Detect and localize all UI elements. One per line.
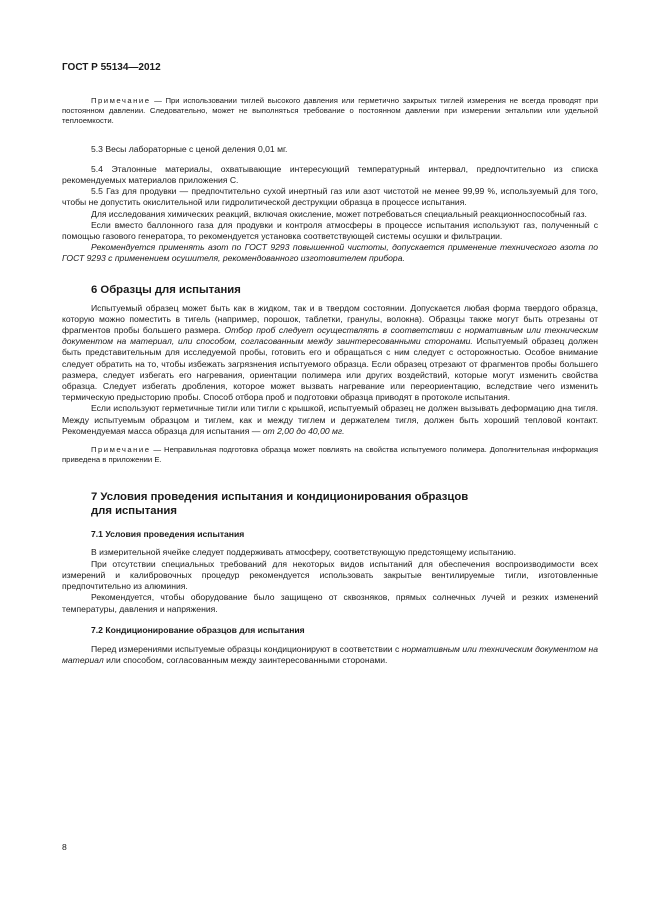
note-label: Примечание [91,445,151,455]
clause-5-5: 5.5 Газ для продувки — предпочтительно сухой инертный газ или азот чистотой не менее 99,99 %, используемый для того, чтобы не допустить окислительной или гидролитической деструкции образца в процессе испытания. [62,186,598,208]
subsection-7-2-paragraph: Перед измерениями испытуемые образцы кондиционируют в соответствии с нормативным или техническим документом на материал или способом, согласованным между заинтересованными сторонами. [62,643,598,665]
note-pressure: Примечание — При использовании тиглей высокого давления или герметично закрытых тиглей измерения не всегда проводят при постоянном давлении. Следовательно, может не выполняться требование о постоянном давлении при измерении энтальпии или удельной теплоемкости. [62,96,598,126]
subsection-7-1-paragraph-2: При отсутствии специальных требований для некоторых видов испытаний для обеспечения воспроизводимости всех измерений и калибровочных процедур рекомендуется использовать закрытые вентилируемые тигли, изготовленные предпочтительно из алюминия. [62,558,598,592]
section-6-paragraph-2: Если используют герметичные тигли или тигли с крышкой, испытуемый образец не должен вызывать деформацию дна тигля. Между испытуемым образцом и тиглем, как и между тиглем и держателем тигля, должен быть хороший тепловой контакт. Рекомендуемая масса образца для испытания — от 2,00 до 40,00 мг. [62,403,598,436]
section-6-paragraph-1: Испытуемый образец может быть как в жидком, так и в твердом состоянии. Допускается любая форма твердого образца, которую можно поместить в тигель (например, порошок, таблетки, гранулы, волокна). Образцы также могут быть отрезаны от фрагментов пробы большего размера. Отбор проб следует осуществлять в соответствии с нормативным или техническим документом на материал, или способом, согласованным между заинтересованными сторонами. Испытуемый образец должен быть представительным для исследуемой пробы, готовить его и обращаться с ним следует с осторожностью. Особое внимание следует обратить на то, чтобы избежать загрязнения испытуемого образца. Если образец отрезают от фрагментов пробы большего размера, следует избегать его нагревания, ориентации полимера или других воздействий, которые могут изменить свойства образца. Следует избегать дробления, которое может вызвать нагревание или переориентацию, вследствие чего изменить термическую предысторию пробы. Способ отбора проб и подготовки образца приводят в протоколе испытания. [62,302,598,403]
clause-5-5-reactions: Для исследования химических реакций, включая окисление, может потребоваться специальный реакционноспособный газ. [91,208,587,219]
section-7-heading: 7 Условия проведения испытания и кондиционирования образцов для испытания [91,491,469,517]
clause-5-5-generator: Если вместо баллонного газа для продувки и контроля атмосферы в процессе испытания используют газ, полученный с помощью газового генератора, то рекомендуется установка соответствующей системы осушки и фильтрации. [62,219,598,242]
note-label: Примечание [91,96,151,105]
section-6-heading: 6 Образцы для испытания [91,283,241,296]
subsection-7-2-heading: 7.2 Кондиционирование образцов для испытания [91,624,305,635]
clause-5-5-nitrogen: Рекомендуется применять азот по ГОСТ 9293 повышенной чистоты, допускается применение технического азота по ГОСТ 9293 с применением осушителя, рекомендованного изготовителем прибора. [62,242,598,264]
subsection-7-1-heading: 7.1 Условия проведения испытания [91,529,245,540]
clause-5-3: 5.3 Весы лабораторные с ценой деления 0,01 мг. [91,143,288,154]
subsection-7-1-paragraph-1: В измерительной ячейке следует поддерживать атмосферу, соответствующую предстоящему испытанию. [91,547,516,558]
document-body [62,96,598,666]
clause-5-4: 5.4 Эталонные материалы, охватывающие интересующий температурный интервал, предпочтительно из списка рекомендуемых материалов приложения С. [62,163,598,186]
page-number: 8 [62,842,67,852]
section-6-note: Примечание — Неправильная подготовка образца может повлиять на свойства испытуемого полимера. Дополнительная информация приведена в приложении Е. [62,445,598,465]
document-header: ГОСТ Р 55134—2012 [62,62,161,73]
subsection-7-1-paragraph-3: Рекомендуется, чтобы оборудование было защищено от сквозняков, прямых солнечных лучей и резких изменений температуры, давления и напряжения. [62,592,598,614]
